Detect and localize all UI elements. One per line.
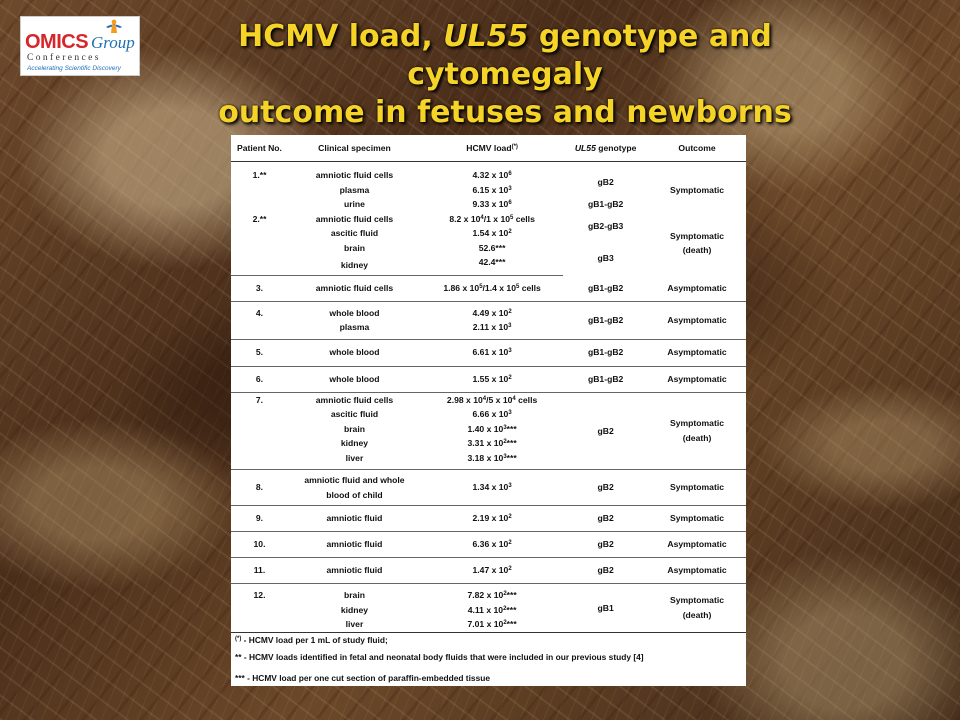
footnote-1: (*) - HCMV load per 1 mL of study fluid; [235, 634, 388, 645]
header-patient: Patient No. [231, 135, 288, 162]
table-row: 5. whole blood 6.61 x $10^3$ gB1-gB2 Asymptomatic [231, 339, 746, 366]
table-row: plasma 2.11 x $10^3$ [231, 320, 746, 339]
table-row: ascitic fluid 6.66 x $10^3$ [330, 409, 512, 419]
table-row: kidney 3.31 x $10^2***$ [340, 438, 517, 448]
header-specimen: Clinical specimen [288, 135, 421, 162]
table-row: 10. amniotic fluid 6.36 x $10^2$ gB2 Asymptomatic [231, 532, 746, 558]
table-header-row [231, 135, 746, 162]
table-row: liver 3.18 x $10^3***$ [231, 451, 746, 470]
title-line-1: HCMV load, UL55 genotype and cytomegaly [238, 19, 772, 92]
results-table-panel [231, 135, 746, 686]
table-row: 8. amniotic fluid and whole blood of child 1.34 x $10^3$ gB2 Symptomatic [231, 470, 746, 506]
slide-title [150, 18, 860, 132]
table-row: plasma 6.15 x $10^3$ [339, 184, 512, 195]
table-row: brain 1.40 x $10^3***$ [343, 423, 517, 434]
table-row: urine 9.33 x $10^6$ gB1-gB2 [343, 199, 624, 209]
header-genotype: UL55 genotype [563, 135, 648, 162]
logo-subtitle: Conferences [27, 53, 101, 63]
logo-brand-group: Group [91, 33, 135, 52]
table-row: 1.** amniotic fluid cells 4.32 x $10^6$ gB2 Symptomatic [252, 170, 724, 195]
person-figure-icon [105, 19, 123, 33]
table-row: liver 7.01 x $10^2***$ [345, 619, 517, 629]
footnote-2: ** - HCMV loads identified in fetal and neonatal body fluids that were included in our previous study [4] [235, 651, 644, 662]
title-gene-italic: UL55 [443, 19, 529, 54]
table-row: 11. amniotic fluid 1.47 x $10^2$ gB2 Asymptomatic [231, 558, 746, 584]
logo-tagline: Accelerating Scientific Discovery [27, 65, 121, 72]
table-row: 4. whole blood 4.49 x $10^2$ gB1-gB2 Asymptomatic [231, 301, 746, 320]
table-row: kidney 4.11 x $10^2***$ [340, 604, 517, 615]
table-row: 6. whole blood 1.55 x $10^2$ gB1-gB2 Asymptomatic [231, 366, 746, 392]
table-row: brain 52.6*** gB3 [343, 242, 614, 263]
footnote-3: *** - HCMV load per one cut section of paraffin-embedded tissue [235, 672, 491, 683]
header-load: HCMV load(*) [421, 135, 563, 162]
table-row: 3. amniotic fluid cells 1.86 x $10^5/1.4$ x $10^5$ cells gB1-gB2 Asymptomatic [231, 275, 746, 301]
title-line-2: outcome in fetuses and newborns [218, 95, 792, 130]
table-row: 7. amniotic fluid cells 2.98 x $10^4/5$ x $10^4$ cells gB2 Symptomatic (death) [231, 392, 746, 407]
table-footnotes [231, 632, 746, 686]
omics-group-logo [20, 16, 140, 76]
results-table [231, 135, 746, 632]
table-row: 12. brain 7.82 x $10^2***$ gB1 Symptomatic (death) [253, 590, 724, 620]
header-outcome: Outcome [648, 135, 746, 162]
logo-brand-main: OMICS [25, 31, 89, 53]
table-row: 9. amniotic fluid 2.19 x $10^2$ gB2 Symptomatic [231, 506, 746, 532]
table-row: ascitic fluid 1.54 x $10^2$ [330, 228, 512, 238]
table-row: kidney 42.4*** [231, 255, 746, 275]
table-row: 2.** amniotic fluid cells 8.2 x $10^4/1$ x $10^5$ cells gB2-gB3 Symptomatic (death) [252, 213, 724, 256]
